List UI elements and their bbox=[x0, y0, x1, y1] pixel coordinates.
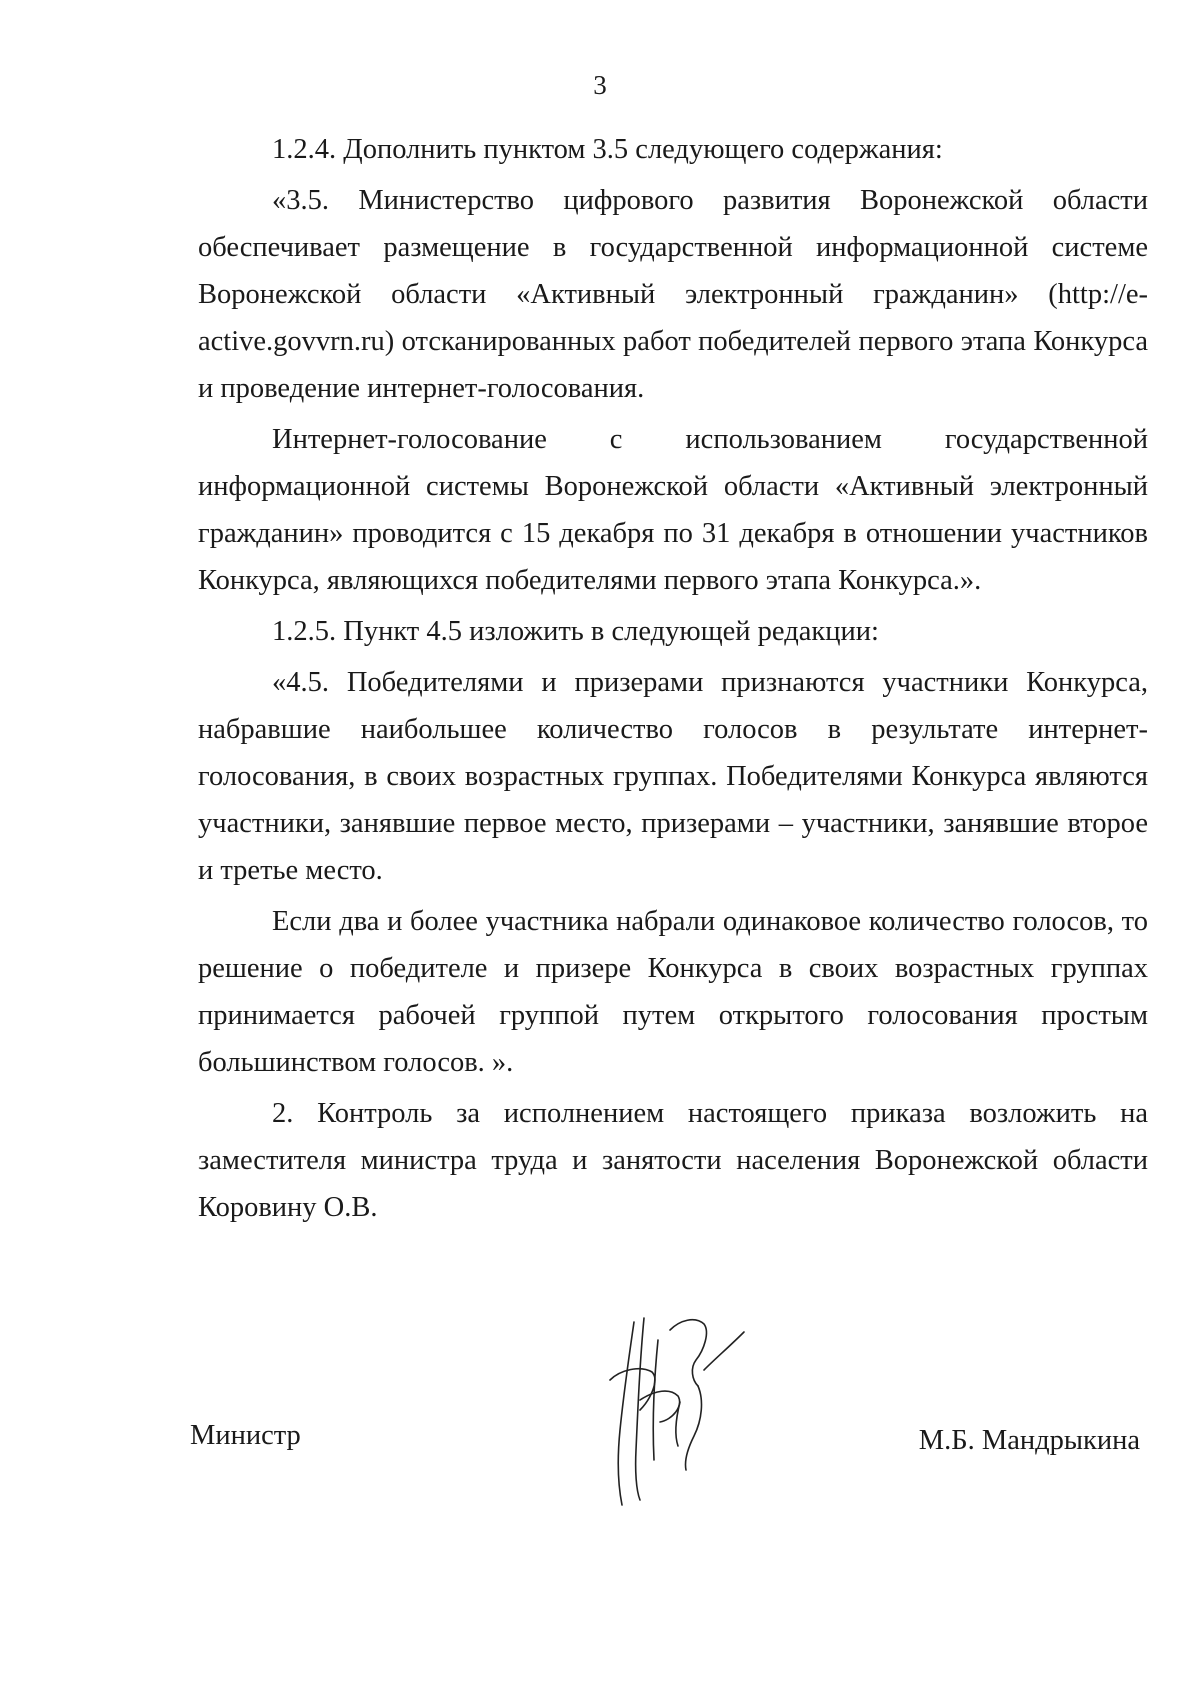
document-body bbox=[198, 126, 1148, 1231]
paragraph-4-5: «4.5. Победителями и призерами признаются участники Конкурса, набравшие наибольшее количество голосов в результате интернет-голосования, в своих возрастных группах. Победителями Конкурса являются участники, занявшие первое место, призерами – участники, занявшие второе и третье место. bbox=[198, 667, 1148, 886]
handwritten-signature-icon bbox=[600, 1310, 750, 1510]
signer-name: М.Б. Мандрыкина bbox=[918, 1425, 1140, 1456]
paragraph-1-2-5: 1.2.5. Пункт 4.5 изложить в следующей редакции: bbox=[272, 616, 879, 647]
signature-block bbox=[190, 1385, 1140, 1685]
signer-title: Министр bbox=[190, 1420, 301, 1451]
paragraph-control: 2. Контроль за исполнением настоящего приказа возложить на заместителя министра труда и занятости населения Воронежской области Коровину О.В. bbox=[198, 1098, 1148, 1223]
paragraph-internet-voting: Интернет-голосование с использованием государственной информационной системы Воронежской области «Активный электронный гражданин» проводится с 15 декабря по 31 декабря в отношении участников Конкурса, являющихся победителями первого этапа Конкурса.». bbox=[198, 424, 1148, 596]
paragraph-1-2-4: 1.2.4. Дополнить пунктом 3.5 следующего содержания: bbox=[272, 134, 943, 165]
page-number: 3 bbox=[593, 70, 607, 100]
paragraph-tie-rule: Если два и более участника набрали одинаковое количество голосов, то решение о победителе и призере Конкурса в своих возрастных группах принимается рабочей группой путем открытого голосования простым большинством голосов. ». bbox=[198, 906, 1148, 1078]
paragraph-3-5: «3.5. Министерство цифрового развития Воронежской области обеспечивает размещение в государственной информационной системе Воронежской области «Активный электронный гражданин» (http://e-active.govvrn.ru) отсканированных работ победителей первого этапа Конкурса и проведение интернет-голосования. bbox=[198, 185, 1148, 404]
